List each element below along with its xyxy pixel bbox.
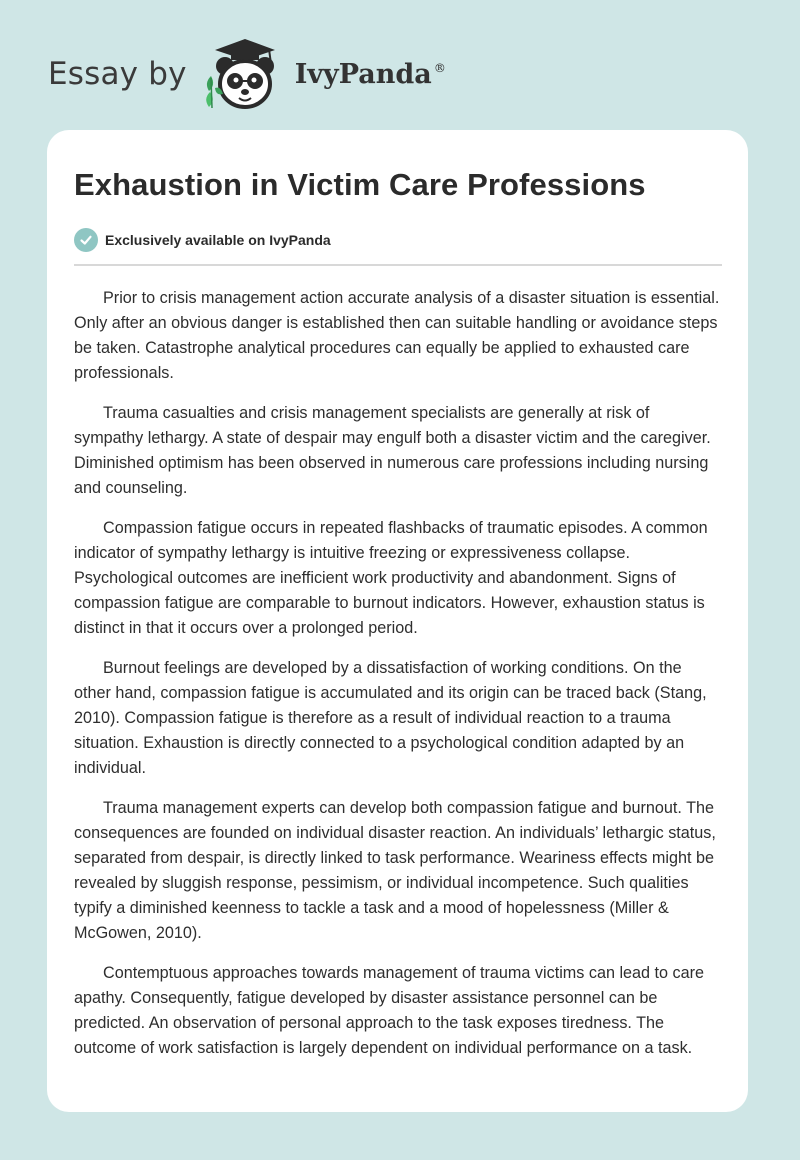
paragraph: Trauma management experts can develop both compassion fatigue and burnout. The consequences are founded on individual disaster reaction. An individuals’ lethargic status, separated from despair, is directly linked to task performance. Weariness effects might be revealed by sluggish response, pessimism, or individual incompetence. Such qualities typify a diminished keenness to tackle a task and a mood of hopelessness (Miller & McGowen, 2010). (74, 799, 716, 942)
paragraph: Prior to crisis management action accurate analysis of a disaster situation is essential. Only after an obvious danger is established then can suitable handling or avoidance steps be taken. Catastrophe analytical procedures can equally be applied to exhausted care professionals. (74, 289, 720, 382)
exclusive-badge-text: Exclusively available on IvyPanda (105, 232, 331, 248)
paragraph: Burnout feelings are developed by a dissatisfaction of working conditions. On the other hand, compassion fatigue is accumulated and its origin can be traced back (Stang, 2010). Compassion fatigue is therefore as a result of individual reaction to a trauma situation. Exhaustion is directly connected to a psychological condition adapted by an individual. (74, 659, 707, 777)
essay-card (47, 130, 748, 1112)
essay-body (74, 286, 722, 1061)
essay-title: Exhaustion in Victim Care Professions (74, 167, 646, 202)
site-header (48, 36, 508, 112)
check-circle-icon (74, 228, 98, 252)
panda-logo-icon[interactable] (201, 36, 289, 112)
essay-by-label: Essay by (48, 56, 187, 92)
paragraph: Trauma casualties and crisis management specialists are generally at risk of sympathy lethargy. A state of despair may engulf both a disaster victim and the caregiver. Diminished optimism has been observed in numerous care professions including nursing and counseling. (74, 404, 711, 497)
paragraph: Contemptuous approaches towards management of trauma victims can lead to care apathy. Consequently, fatigue developed by disaster assistance personnel can be predicted. An observation of personal approach to the task exposes tiredness. The outcome of work satisfaction is largely dependent on individual performance on a task. (74, 964, 705, 1057)
paragraph: Compassion fatigue occurs in repeated flashbacks of traumatic episodes. A common indicator of sympathy lethargy is intuitive freezing or expressiveness collapse. Psychological outcomes are inefficient work productivity and abandonment. Signs of compassion fatigue are comparable to burnout indicators. However, exhaustion status is distinct in that it occurs over a prolonged period. (74, 519, 708, 637)
brand-name[interactable] (295, 59, 446, 90)
exclusive-badge (74, 227, 722, 253)
divider (74, 264, 722, 266)
brand-text: IvyPanda (294, 58, 432, 90)
registered-mark: ® (433, 60, 446, 75)
